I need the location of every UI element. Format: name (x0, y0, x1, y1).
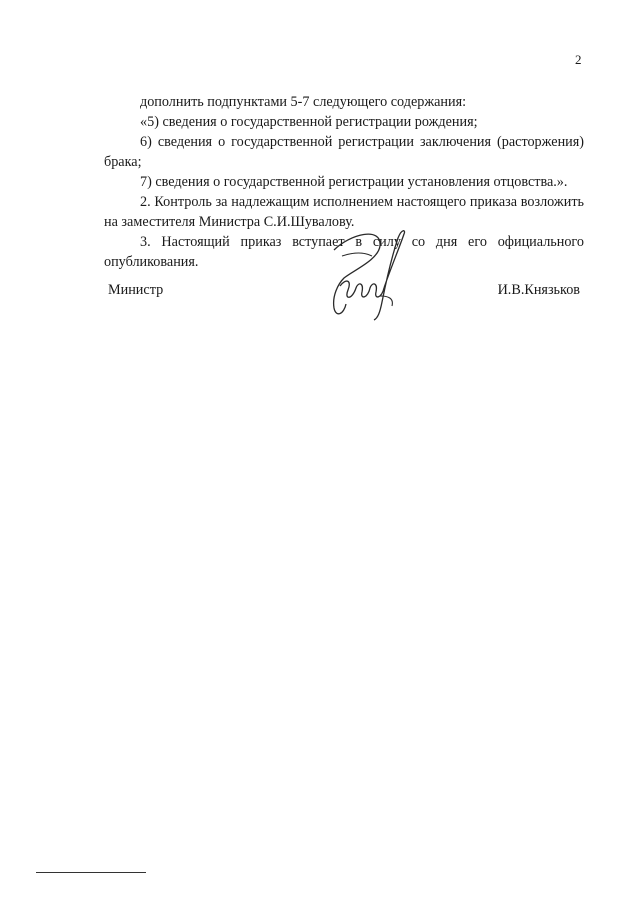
signer-name: И.В.Князьков (497, 282, 580, 298)
page-number: 2 (575, 52, 582, 67)
handwritten-signature (320, 226, 410, 322)
subitem-6: 6) сведения о государственной регистрации заключения (расторжения) брака; (104, 134, 584, 170)
footer-divider (36, 872, 146, 873)
clause-2: 2. Контроль за надлежащим исполнением настоящего приказа возложить на заместителя Министра С.И.Шувалову. (104, 194, 584, 230)
subitem-7: 7) сведения о государственной регистрации установления отцовства.». (140, 174, 568, 190)
clause-3: 3. Настоящий приказ вступает в силу со дня его официального опубликования. (104, 234, 584, 270)
signer-title: Министр (108, 282, 164, 298)
subitem-5: «5) сведения о государственной регистрации рождения; (140, 114, 478, 130)
paragraph-intro: дополнить подпунктами 5-7 следующего содержания: (140, 94, 467, 110)
